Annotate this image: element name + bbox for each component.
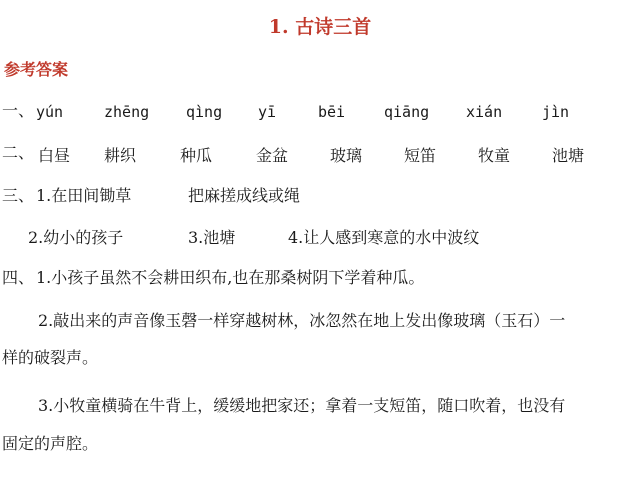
section-2-prefix: 二、	[2, 143, 35, 162]
answer-text: 3.池塘	[188, 228, 236, 247]
word-item: 耕织	[104, 146, 137, 165]
word-item: 金盆	[256, 146, 289, 165]
section-1-prefix: 一、	[2, 101, 35, 120]
answer-text: 1.小孩子虽然不会耕田织布,也在那桑树阴下学着种瓜。	[36, 268, 425, 287]
section-3-prefix: 三、	[2, 186, 35, 205]
page-title: 1. 古诗三首	[268, 16, 372, 38]
pinyin-item: zhēng	[104, 103, 150, 121]
answer-text: 4.让人感到寒意的水中波纹	[288, 228, 480, 247]
answer-text: 2.幼小的孩子	[28, 228, 124, 247]
pinyin-item: bēi	[318, 103, 346, 121]
answer-text: 2.敲出来的声音像玉磬一样穿越树林，冰忽然在地上发出像玻璃（玉石）一	[38, 311, 566, 330]
answer-text: 固定的声腔。	[2, 434, 99, 453]
answer-text: 3.小牧童横骑在牛背上，缓缓地把家还；拿着一支短笛，随口吹着，也没有	[38, 396, 566, 415]
pinyin-item: qìng	[186, 103, 223, 121]
word-item: 短笛	[404, 146, 437, 165]
section-4-prefix: 四、	[2, 268, 35, 287]
answer-text: 1.在田间锄草	[36, 186, 132, 205]
word-item: 种瓜	[180, 146, 213, 165]
answer-heading: 参考答案	[4, 60, 69, 79]
answer-text: 把麻搓成线或绳	[188, 186, 301, 205]
word-item: 玻璃	[330, 146, 363, 165]
pinyin-item: yī	[258, 103, 277, 121]
pinyin-item: yún	[36, 103, 64, 121]
word-item: 池塘	[552, 146, 585, 165]
answer-text: 样的破裂声。	[2, 348, 99, 367]
pinyin-item: xián	[466, 103, 503, 121]
word-item: 牧童	[478, 146, 511, 165]
pinyin-item: qiāng	[384, 103, 430, 121]
pinyin-item: jìn	[542, 103, 570, 121]
word-item: 白昼	[38, 146, 71, 165]
